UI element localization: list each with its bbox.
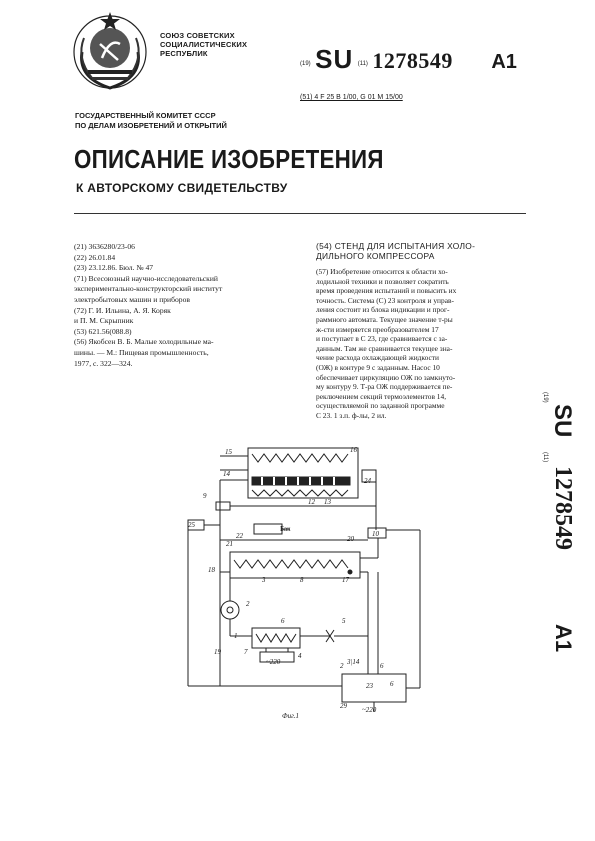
label-6: 6 — [281, 617, 285, 625]
label-5: 5 — [342, 617, 346, 625]
coil-exchanger — [234, 560, 348, 568]
label-3: 3 — [262, 576, 266, 584]
abstract-line: точность. Система (С) 23 контроля и управ- — [316, 295, 454, 305]
biblio-line: (72) Г. И. Ильина, А. Я. Коряк — [74, 305, 171, 315]
abstract-line: ж-сти измеряется преобразователем 17 — [316, 324, 439, 334]
kind-code: A1 — [491, 51, 517, 73]
label-21: 21 — [226, 540, 233, 548]
label-220-control: ~220 — [362, 706, 377, 714]
label-20: 20 — [347, 535, 354, 543]
label-6b: 6 — [380, 662, 384, 670]
label-23: 23 — [366, 682, 373, 690]
ipc-classification: (51) 4 F 25 B 1/00, G 01 M 15/00 — [300, 94, 403, 101]
label-3-14: 3|14 — [347, 658, 360, 666]
label-220-heater: ~220 — [266, 658, 281, 666]
abstract-line: лодильной техники и позволяет сократить — [316, 276, 449, 286]
country-org — [160, 31, 247, 58]
vertical-kind: A1 — [551, 624, 576, 653]
code-11: (11) — [357, 60, 368, 67]
state-emblem — [68, 8, 152, 92]
label-9: 9 — [203, 492, 207, 500]
biblio-line: экспериментально-конструкторский институт — [74, 284, 223, 294]
vertical-code-19: (19) — [542, 392, 548, 403]
coil-top — [252, 454, 348, 462]
label-29: 29 — [340, 702, 347, 710]
org-line: СОЦИАЛИСТИЧЕСКИХ — [160, 40, 248, 49]
tank-label: Бак — [280, 525, 291, 533]
label-6c: 6 — [390, 680, 394, 688]
committee — [75, 111, 227, 130]
bibliographic-data — [74, 242, 296, 369]
vertical-country: SU — [549, 404, 576, 438]
label-7: 7 — [244, 648, 248, 656]
biblio-line: (22) 26.01.84 — [74, 252, 116, 262]
label-22: 22 — [236, 532, 243, 540]
label-2: 2 — [246, 600, 250, 608]
label-19: 19 — [214, 648, 221, 656]
valve-9 — [216, 502, 230, 510]
biblio-line: и П. М. Скрыпник — [74, 316, 134, 326]
abstract-line: (ОЖ) в контуре 9 с заданным. Насос 10 — [316, 362, 440, 372]
abstract-line: ления состоит из блока индикации и прог- — [316, 305, 450, 315]
abstract-line: (57) Изобретение относится к области хо- — [316, 267, 448, 276]
abstract-line: обеспечивает циркуляцию ОЖ по замкнуто- — [316, 372, 456, 382]
abstract-line: чение расхода охлаждающей жидкости — [316, 353, 439, 363]
control-unit — [342, 674, 406, 702]
biblio-line: (56) Якобсен В. Б. Малые холодильные ма- — [74, 337, 214, 347]
thermoelements — [252, 477, 350, 485]
compressor — [221, 601, 239, 619]
abstract-line: осуществляемой по заданной программе — [316, 401, 445, 411]
vertical-patent-number — [542, 390, 582, 680]
vertical-number: 1278549 — [550, 466, 576, 550]
biblio-line: шины. — М.: Пищевая промышленность, — [74, 347, 209, 357]
biblio-line: (23) 23.12.86. Бюл. № 47 — [74, 263, 154, 273]
label-17: 17 — [342, 576, 349, 584]
label-8: 8 — [300, 576, 304, 584]
label-4: 4 — [298, 652, 302, 660]
coil-bottom — [252, 490, 348, 496]
label-25: 25 — [188, 521, 195, 529]
committee-line: ГОСУДАРСТВЕННЫЙ КОМИТЕТ СССР — [75, 111, 216, 120]
biblio-line: электробытовых машин и приборов — [74, 294, 190, 304]
figure-caption: Фиг.1 — [282, 712, 300, 720]
label-14: 14 — [223, 470, 230, 478]
document-title: ОПИСАНИЕ ИЗОБРЕТЕНИЯ — [74, 144, 384, 174]
invention-title-line: ДИЛЬНОГО КОМПРЕССОРА — [316, 251, 435, 261]
biblio-line: 1977, с. 322—324. — [74, 358, 133, 368]
label-13: 13 — [324, 498, 331, 506]
label-12: 12 — [308, 498, 315, 506]
abstract-line: раммного автомата. Текущее значение т-ры — [316, 314, 453, 324]
org-line: СОЮЗ СОВЕТСКИХ — [160, 31, 235, 40]
org-line: РЕСПУБЛИК — [160, 49, 208, 58]
label-16: 16 — [350, 446, 357, 454]
code-19: (19) — [300, 60, 311, 67]
abstract-line: му контуру 9. Т-ра ОЖ поддерживается пе- — [316, 382, 453, 392]
document-number — [300, 44, 517, 75]
tank — [254, 524, 282, 534]
biblio-line: (71) Всесоюзный научно-исследовательский — [74, 273, 218, 283]
abstract-line: время проведения испытаний и повысить их — [316, 286, 457, 296]
biblio-line: (53) 621.56(088.8) — [74, 326, 132, 336]
committee-line: ПО ДЕЛАМ ИЗОБРЕТЕНИЙ И ОТКРЫТИЙ — [75, 120, 227, 130]
abstract — [316, 267, 530, 421]
label-24: 24 — [364, 477, 371, 485]
country-code: SU — [315, 44, 354, 74]
label-2b: 2 — [340, 662, 344, 670]
abstract-line: С 23. 1 з.п. ф-лы, 2 ил. — [316, 410, 387, 420]
abstract-line: данным. Там же сравнивается текущее зна- — [316, 343, 453, 353]
condenser — [252, 628, 300, 648]
divider — [74, 213, 526, 214]
label-18: 18 — [208, 566, 215, 574]
label-10: 10 — [372, 530, 379, 538]
biblio-line: (21) 3636280/23-06 — [74, 242, 135, 251]
abstract-line: реключением секций термоэлементов 14, — [316, 391, 447, 401]
document-subtitle: К АВТОРСКОМУ СВИДЕТЕЛЬСТВУ — [76, 181, 288, 195]
label-15: 15 — [225, 448, 232, 456]
patent-number: 1278549 — [372, 48, 453, 73]
invention-title-line: (54) СТЕНД ДЛЯ ИСПЫТАНИЯ ХОЛО- — [316, 241, 476, 251]
label-1: 1 — [234, 632, 238, 640]
vertical-code-11: (11) — [542, 452, 548, 463]
invention-title — [316, 241, 526, 261]
abstract-line: и поступает в С 23, где сравнивается с за- — [316, 334, 448, 344]
